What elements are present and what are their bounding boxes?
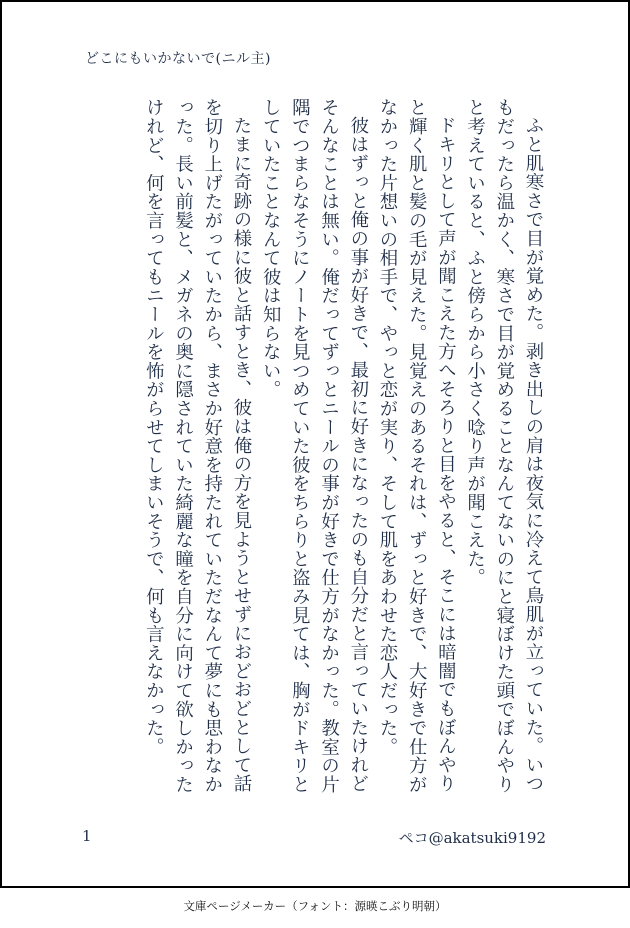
paragraph: 彼はずっと俺の事が好きで、最初に好きになったのも自分だと言っていたけれどそんなことは無い。俺だってずっとニールの事が好きで仕方がなかった。教室の片隅でつまらなそうにノートを見つめていた彼をちらりと盗み見ては、胸がドキリとしていたことなんて彼は知らない。	[260, 98, 369, 794]
paragraph: ドキリとして声が聞こえた方へそろりと目をやると、そこには暗闇でもぼんやりと輝く肌と髪の毛が見えた。見覚えのあるそれは、ずっと好きで、大好きで仕方がなかった片想いの相手で、やっと恋が実り、そして肌をあわせた恋人だった。	[376, 98, 457, 794]
page-number: 1	[82, 827, 92, 845]
story-body	[78, 98, 548, 798]
paragraph: たまに奇跡の様に彼と話すとき、彼は俺の方を見ようとせずにおどおどとして話を切り上げたがっていたから、まさか好意を持たれていただなんて夢にも思わなかった。長い前髪と、メガネの奥に隠されていた綺麗な瞳を自分に向けて欲しかったけれど、何を言ってもニールを怖がらせてしまいそうで、何も言えなかった。	[143, 98, 252, 794]
page-title: どこにもいかないで(ニル主)	[85, 51, 271, 67]
footer-credit: 文庫ページメーカー（フォント：源暎こぶり明朝）	[183, 899, 447, 913]
paragraph: ふと肌寒さで目が覚めた。剥き出しの肩は夜気に冷えて鳥肌が立っていた。いつもだったら温かく、寒さで目が覚めることなんてないのにと寝ぼけた頭でぼんやりと考えていると、ふと傍らから小さく唸り声が聞こえた。	[464, 98, 544, 794]
author-credit: ペコ@akatsuki9192	[398, 829, 546, 847]
